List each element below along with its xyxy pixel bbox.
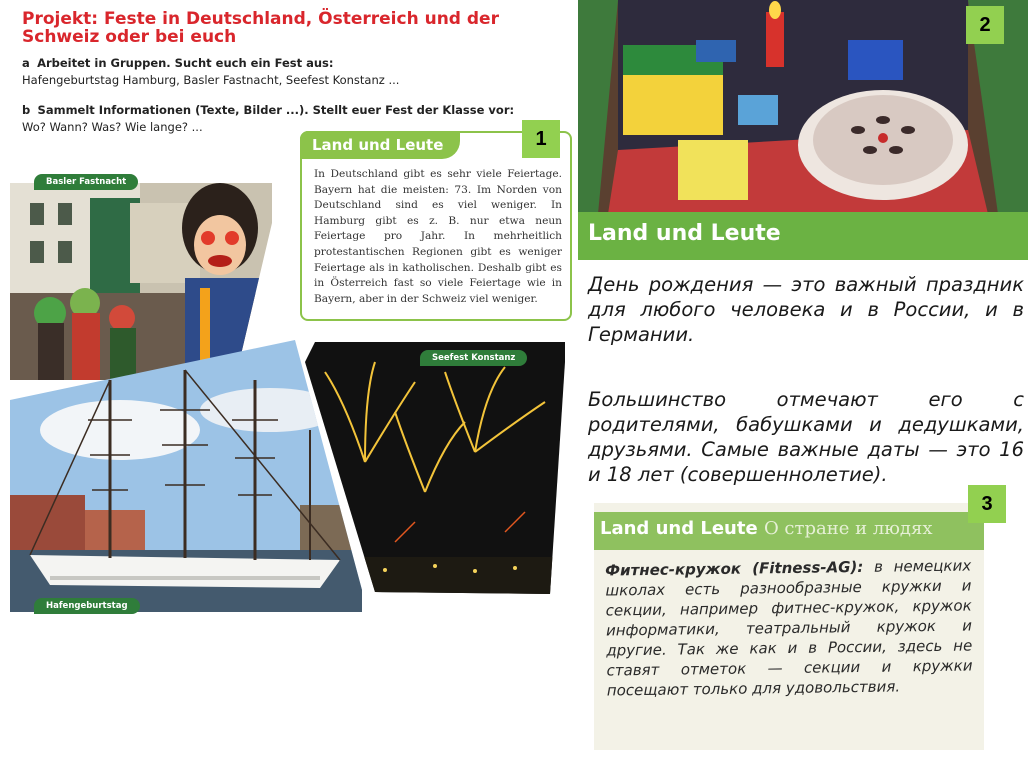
fitness-card-title-de: Land und Leute xyxy=(600,518,758,539)
birthday-paragraph-2: Большинство отмечают его с родителями, бабушками и дедушками, друзьями. Самые важные даты — это 16 и 18 лет (совершеннолетие). xyxy=(588,388,1024,486)
badge-1: 1 xyxy=(522,120,560,158)
birthday-paragraph-1: День рождения — это важный праздник для любого человека и в России, и в Германии. xyxy=(588,273,1024,346)
task-b-letter: b xyxy=(22,103,31,117)
photo-birthday-table xyxy=(578,0,1028,214)
task-a xyxy=(22,55,562,89)
fitness-description: в немецких школах есть разнообразные кружки и секции, например фитнес-кружок, кружок информатики, театральный кружок и другие. Так же как и в России, здесь не ставят отметок — секции и кружки посещают только для удовольствия. xyxy=(605,556,973,700)
project-title: Projekt: Feste in Deutschland, Österreich und der Schweiz oder bei euch xyxy=(22,9,499,47)
fitness-card-text xyxy=(605,555,973,700)
task-a-examples: Hafengeburtstag Hamburg, Basler Fastnacht, Seefest Konstanz ... xyxy=(22,73,400,87)
land-und-leute-heading: Land und Leute xyxy=(588,221,781,246)
task-b-questions: Wo? Wann? Was? Wie lange? ... xyxy=(22,120,203,134)
fitness-term: Фитнес-кружок (Fitness-AG): xyxy=(605,557,864,580)
caption-basler-fastnacht: Basler Fastnacht xyxy=(34,174,138,190)
caption-seefest-konstanz: Seefest Konstanz xyxy=(420,350,527,366)
birthday-gifts-illustration xyxy=(578,0,1028,214)
fireworks-illustration xyxy=(305,342,565,594)
photo-seefest-konstanz xyxy=(305,342,565,594)
fitness-card-title xyxy=(600,518,933,539)
caption-hafengeburtstag: Hafengeburtstag xyxy=(34,598,140,614)
badge-3: 3 xyxy=(968,485,1006,523)
task-a-letter: a xyxy=(22,56,30,70)
land-und-leute-text: In Deutschland gibt es sehr viele Feiertage. Bayern hat die meisten: 73. Im Norden von Deutschland sind es viel weniger. In Hamburg gibt es z. B. nur etwa neun Feiertage pro Jahr. In mehrheitlich protestantischen Regionen gibt es weniger Feiertage als in katholischen. Deshalb gibt es in Österreich fast so viele Feiertage wie in Bayern, aber in der Schweiz viel weniger. xyxy=(314,168,562,305)
land-und-leute-tab: Land und Leute xyxy=(300,131,460,159)
task-b-instruction: Sammelt Informationen (Texte, Bilder ...). Stellt euer Fest der Klasse vor: xyxy=(37,103,515,117)
badge-2: 2 xyxy=(966,6,1004,44)
fitness-card-title-ru: О стране и людях xyxy=(763,518,933,539)
task-a-instruction: Arbeitet in Gruppen. Sucht euch ein Fest aus: xyxy=(37,56,334,70)
